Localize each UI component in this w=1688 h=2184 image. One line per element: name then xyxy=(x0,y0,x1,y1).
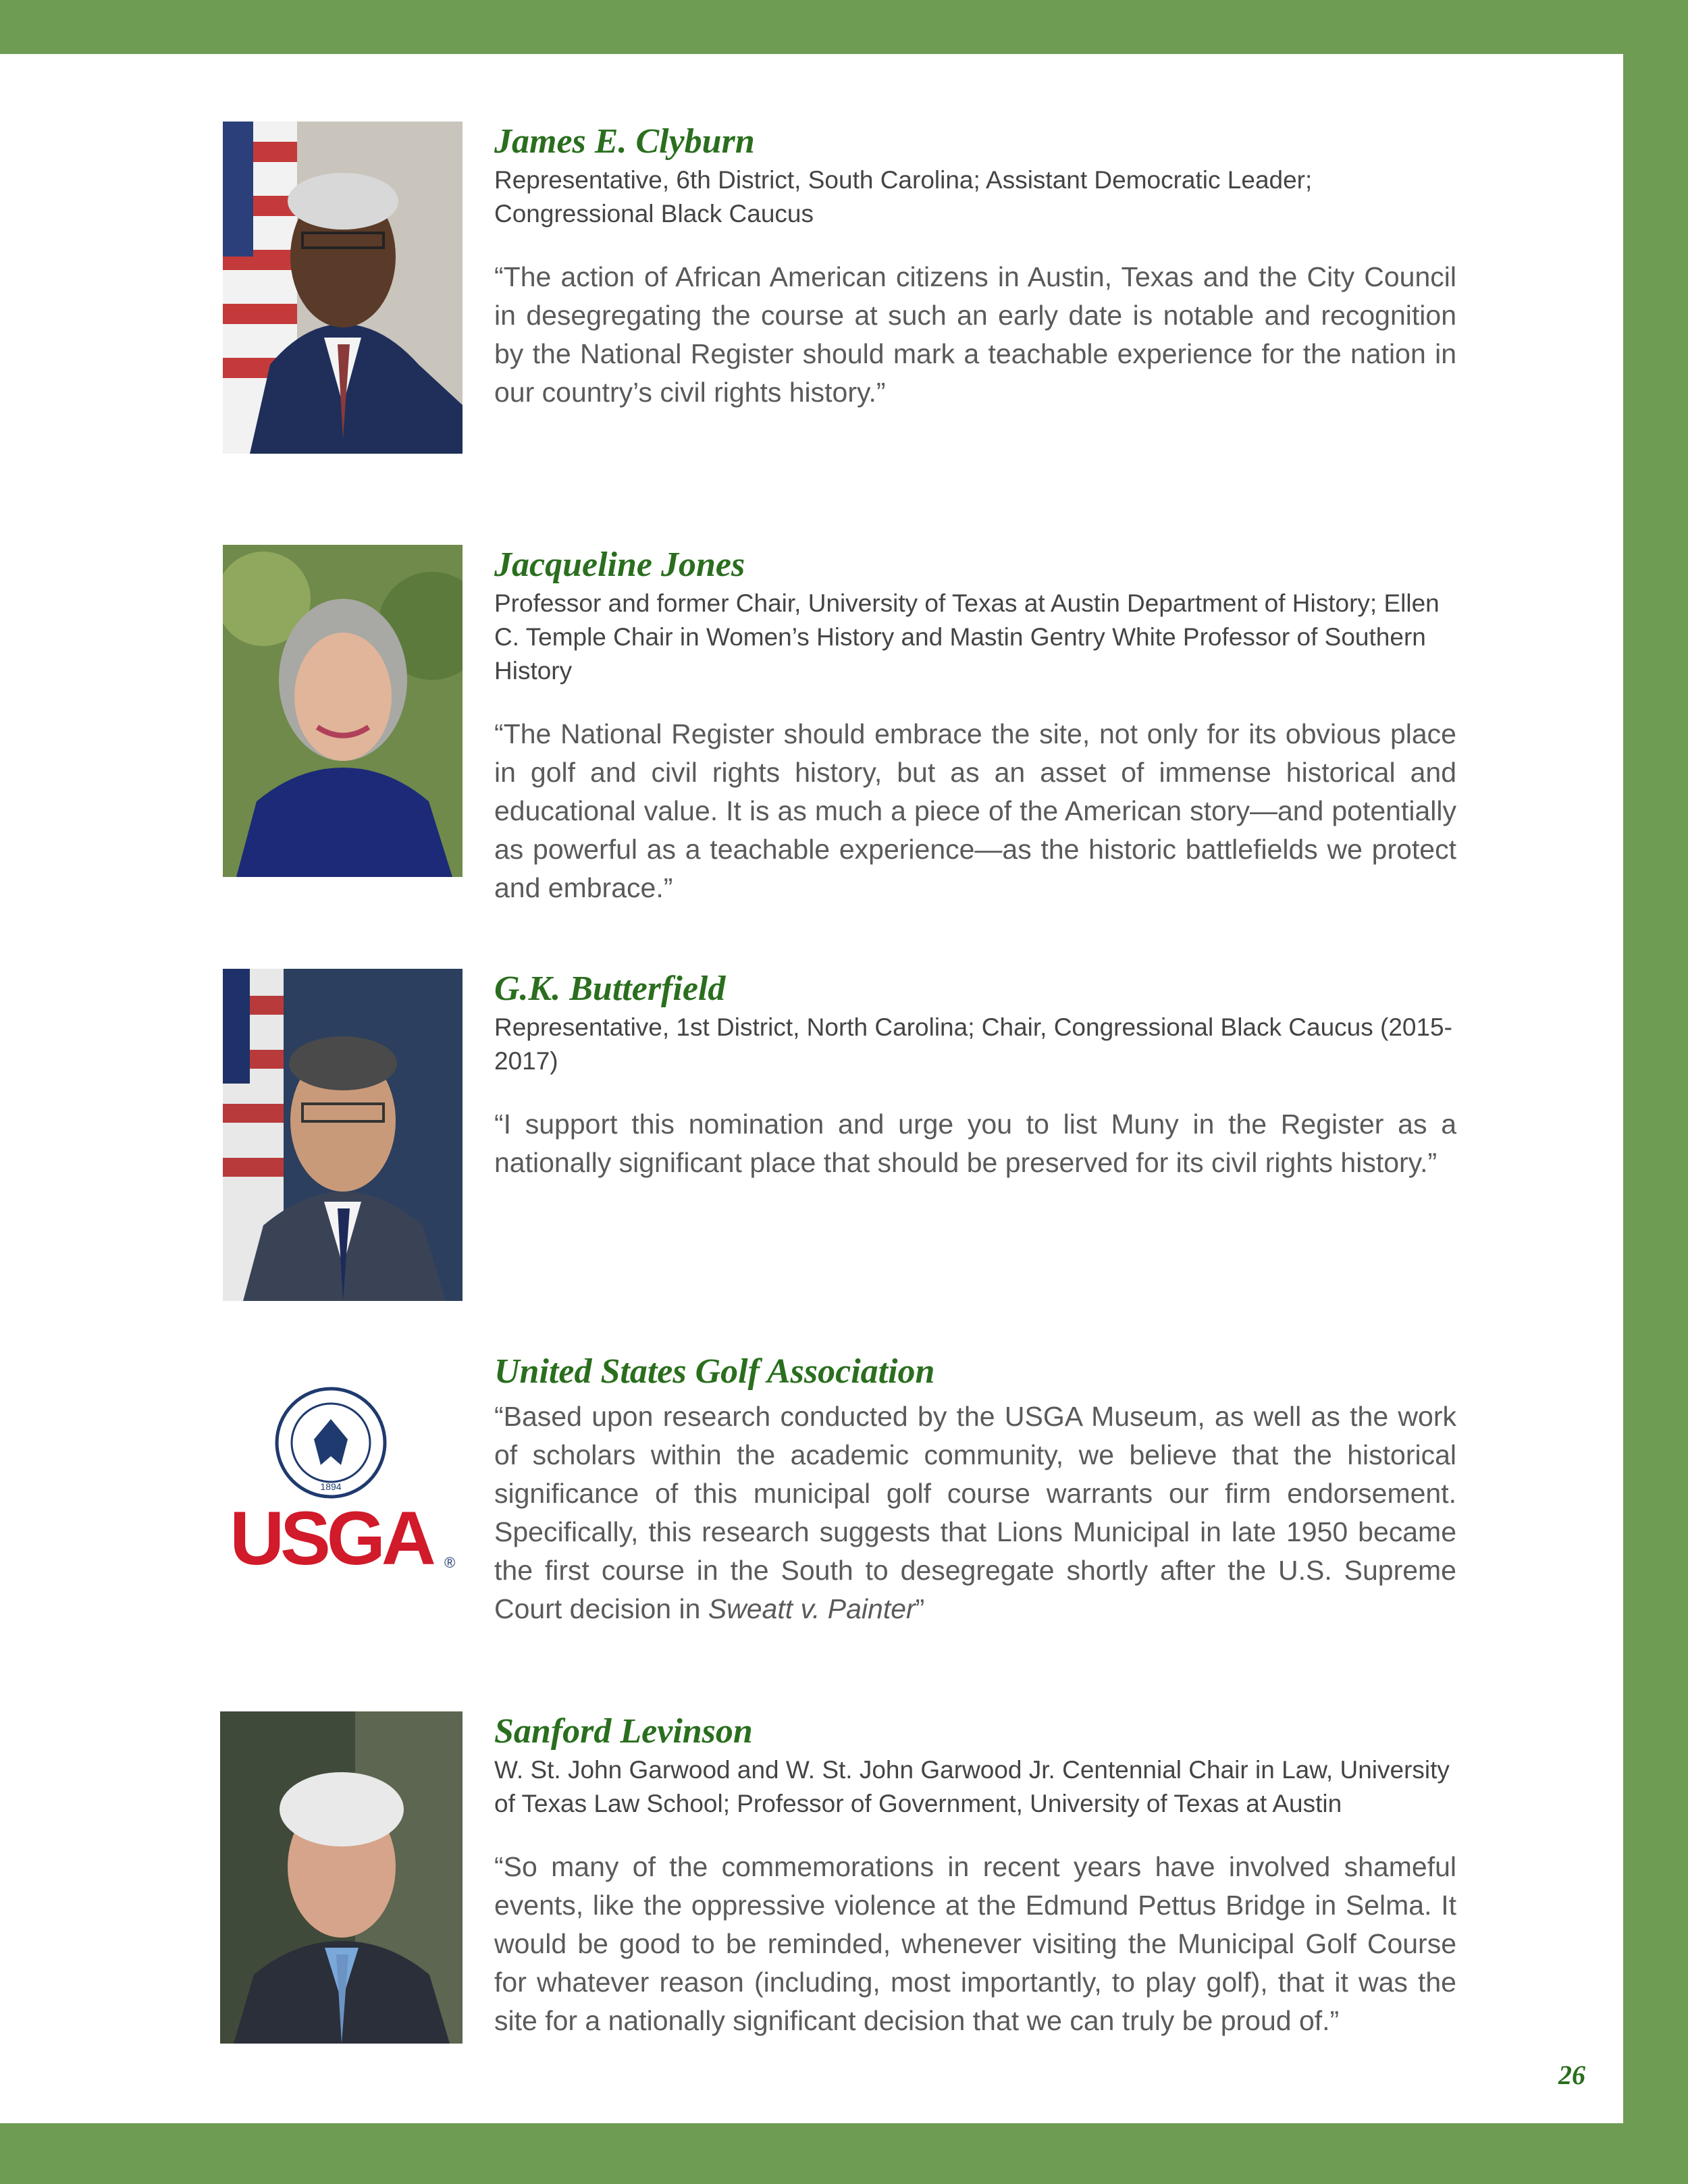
registered-mark: ® xyxy=(444,1554,456,1571)
entry-text xyxy=(494,969,1456,1182)
person-title: W. St. John Garwood and W. St. John Garwood Jr. Centennial Chair in Law, University of Texas Law School; Professor of Government, University of Texas at Austin xyxy=(494,1756,1450,1817)
usga-wordmark: USGA xyxy=(230,1496,432,1580)
entry-text xyxy=(494,1352,1456,1628)
organization-name: United States Golf Association xyxy=(494,1352,935,1391)
quote-end: ” xyxy=(915,1593,925,1624)
person-name: Sanford Levinson xyxy=(494,1712,753,1751)
quote-body: “Based upon research conducted by the USGA Museum, as well as the work of scholars within the academic community, we believe that the historical significance of this municipal golf course warrants our firm endorsement. Specifically, this research suggests that Lions Municipal in late 1950 became the first course in the South to desegregate shortly after the U.S. Supreme Court decision in xyxy=(494,1401,1456,1624)
endorsement-quote: “I support this nomination and urge you to list Muny in the Register as a nationally significant place that should be preserved for its civil rights history.” xyxy=(494,1109,1456,1178)
page xyxy=(0,54,1623,2123)
entry-text xyxy=(494,122,1456,412)
entry-text xyxy=(494,1711,1456,2040)
page-number: 26 xyxy=(1558,2060,1585,2090)
entry-text xyxy=(494,545,1456,907)
usga-logo xyxy=(230,1385,459,1581)
endorsement-quote: “The National Register should embrace the site, not only for its obvious place in golf and civil rights history, but as an asset of immense historical and educational value. It is as much a piece of the American story—and potentially as powerful as a teachable experience—as the historic battlefields we protect and embrace.” xyxy=(494,718,1456,903)
portrait-photo xyxy=(223,122,463,454)
endorsement-quote: “So many of the commemorations in recent years have involved shameful events, like the oppressive violence at the Edmund Pettus Bridge in Selma. It would be good to be reminded, whenever visiting the Municipal Golf Course for whatever reason (including, most importantly, to play golf), that it was the site for a nationally significant decision that we can truly be proud of.” xyxy=(494,1851,1456,2036)
portrait-photo xyxy=(220,1711,463,2044)
person-name: Jacqueline Jones xyxy=(494,545,745,584)
case-name: Sweatt v. Painter xyxy=(708,1593,916,1624)
portrait-photo xyxy=(223,545,463,877)
person-title: Professor and former Chair, University of Texas at Austin Department of History; Ellen C. Temple Chair in Women’s History and Mastin Gentry White Professor of Southern History xyxy=(494,589,1440,685)
portrait-photo xyxy=(223,969,463,1301)
seal-year: 1894 xyxy=(320,1481,342,1492)
person-name: G.K. Butterfield xyxy=(494,969,726,1008)
person-name: James E. Clyburn xyxy=(494,122,755,161)
endorsement-quote xyxy=(494,1397,1456,1628)
person-title: Representative, 1st District, North Carolina; Chair, Congressional Black Caucus (2015-2017) xyxy=(494,1013,1452,1075)
person-title: Representative, 6th District, South Carolina; Assistant Democratic Leader; Congressional Black Caucus xyxy=(494,166,1313,228)
endorsement-quote: “The action of African American citizens in Austin, Texas and the City Council in desegregating the course at such an early date is notable and recognition by the National Register should mark a teachable experience for the nation in our country’s civil rights history.” xyxy=(494,261,1456,408)
